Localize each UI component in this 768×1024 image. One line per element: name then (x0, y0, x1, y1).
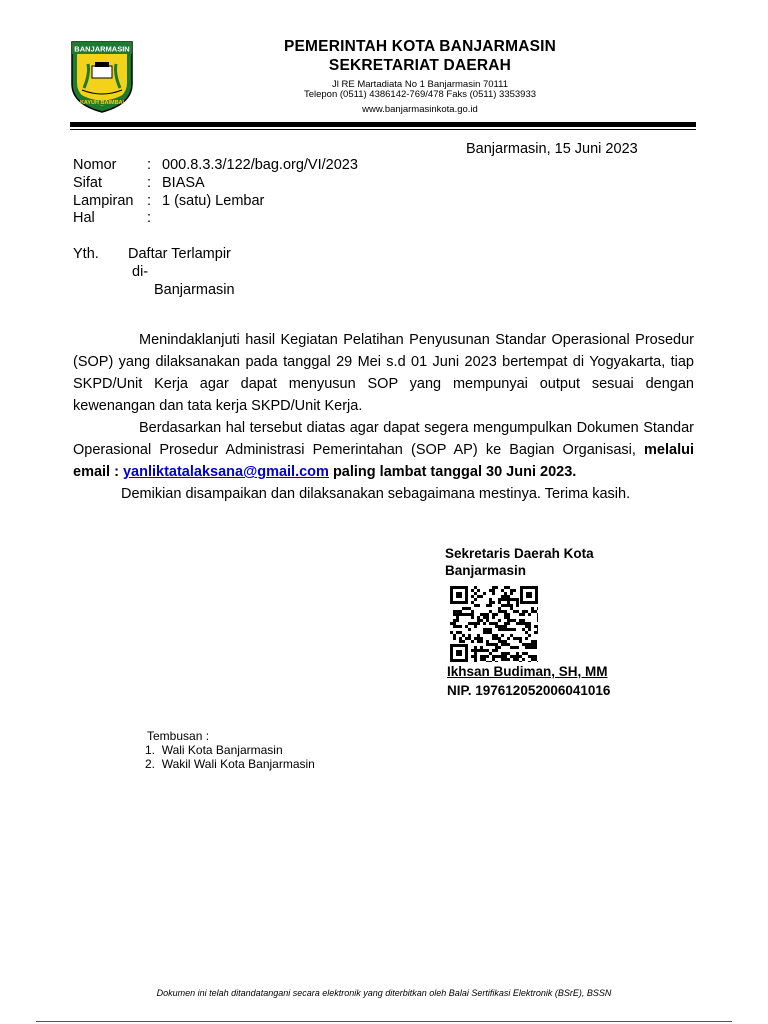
letterhead-divider-thick (70, 122, 696, 127)
cc-item-text: Wali Kota Banjarmasin (161, 743, 283, 757)
city-emblem-logo (68, 38, 136, 114)
meta-value: 000.8.3.3/122/bag.org/VI/2023 (162, 157, 358, 173)
meta-colon: : (147, 157, 152, 173)
letterhead-website[interactable]: www.banjarmasinkota.go.id (362, 104, 478, 115)
cc-item-text: Wakil Wali Kota Banjarmasin (161, 757, 315, 771)
logo-motto-text: KAYUH BAIMBAI (79, 100, 125, 106)
meta-label: Sifat (73, 175, 103, 191)
body-paragraph-1-text: Menindaklanjuti hasil Kegiatan Pelatihan Penyusunan Standar Operasional Prosedur (SOP) yang dilaksanakan pada tanggal 29 Mei s.d 01 Juni 2023 bertempat di Yogyakarta, tiap SKPD/Unit Kerja agar dapat menyusun SOP yang mempunyai output sesuai dengan kewenangan dan tata kerja SKPD/Unit Kerja. (73, 332, 694, 414)
recipient-yth: Yth. (73, 246, 99, 262)
qr-code-signature (450, 586, 538, 662)
meta-value: BIASA (162, 175, 205, 191)
cc-label: Tembusan : (147, 729, 210, 743)
signatory-nip: NIP. 197612052006041016 (447, 683, 611, 698)
page-bottom-line (36, 1021, 732, 1022)
body-paragraph-3 (73, 483, 694, 505)
letter-date: Banjarmasin, 15 Juni 2023 (466, 141, 638, 157)
recipient-to: Daftar Terlampir (128, 246, 231, 262)
letter-body (73, 329, 694, 505)
meta-colon: : (147, 193, 152, 209)
recipient-city: Banjarmasin (154, 282, 235, 298)
logo-top-text: BANJARMASIN (74, 44, 130, 54)
e-signature-footer: Dokumen ini telah ditandatangani secara elektronik yang diterbitkan oleh Balai Sertifikasi Elektronik (BSrE), BSSN (156, 988, 612, 998)
qr-finder-top-left (450, 586, 468, 604)
qr-finder-top-right (520, 586, 538, 604)
meta-value: 1 (satu) Lembar (162, 193, 265, 209)
signatory-title-line2: Banjarmasin (445, 563, 527, 578)
meta-label: Nomor (73, 157, 117, 173)
letterhead-title-line2: SEKRETARIAT DAERAH (328, 57, 512, 74)
meta-colon: : (147, 175, 152, 191)
signatory-title-line1: Sekretaris Daerah Kota (445, 546, 594, 561)
meta-colon: : (147, 210, 152, 226)
deadline-text: paling lambat tanggal 30 Juni 2023. (328, 464, 577, 480)
meta-label: Lampiran (73, 193, 134, 209)
cc-item-number: 2. (145, 757, 156, 771)
letterhead-title-line1: PEMERINTAH KOTA BANJARMASIN (283, 38, 557, 55)
letterhead-address: Jl RE Martadiata No 1 Banjarmasin 70111 (331, 79, 508, 90)
recipient-di: di- (132, 264, 149, 280)
letterhead-divider-thin (70, 129, 696, 130)
meta-row-nomor (73, 156, 393, 174)
cc-item-2 (145, 757, 315, 771)
cc-item-number: 1. (145, 743, 156, 757)
meta-row-lampiran (73, 192, 393, 210)
meta-row-sifat (73, 174, 393, 192)
body-paragraph-2-text: Berdasarkan hal tersebut diatas agar dapat segera mengumpulkan Dokumen Standar Operasional Prosedur Administrasi Pemerintahan (SOP AP) ke Bagian Organisasi, (73, 420, 694, 458)
qr-finder-bottom-left (450, 644, 468, 662)
letterhead-phone: Telepon (0511) 4386142-769/478 Faks (0511) 3353933 (303, 89, 537, 100)
cc-item-1 (145, 743, 283, 757)
signatory-name: Ikhsan Budiman, SH, MM (447, 664, 608, 679)
email-label: melalui email : (73, 442, 694, 480)
body-paragraph-3-text: Demikian disampaikan dan dilaksanakan sebagaimana mestinya. Terima kasih. (121, 486, 631, 502)
body-paragraph-1 (73, 329, 694, 417)
email-link[interactable]: yanliktatalaksana@gmail.com (122, 464, 329, 480)
meta-row-hal (73, 209, 393, 227)
body-paragraph-2 (73, 417, 694, 483)
meta-label: Hal (73, 210, 95, 226)
